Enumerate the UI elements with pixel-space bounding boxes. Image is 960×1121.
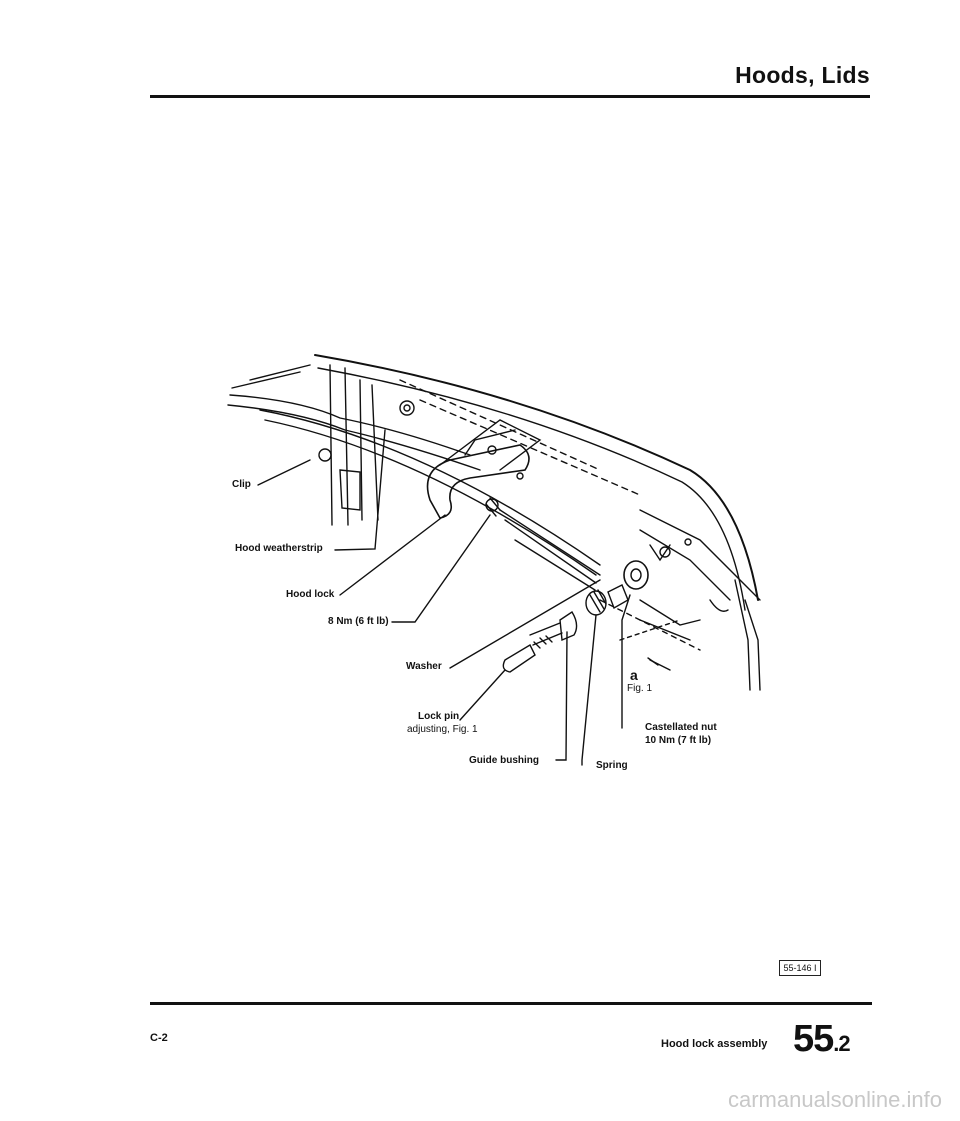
callout-castellated-nut: Castellated nut bbox=[645, 722, 717, 733]
page-number bbox=[793, 1018, 850, 1061]
footer-rule bbox=[150, 1002, 872, 1005]
footer-code: C-2 bbox=[150, 1032, 168, 1044]
callout-guide-bushing: Guide bushing bbox=[469, 755, 539, 766]
section-title: Hoods, Lids bbox=[735, 62, 870, 88]
callout-torque-8nm: 8 Nm (6 ft lb) bbox=[328, 616, 389, 627]
callout-fig-label: Fig. 1 bbox=[627, 683, 653, 694]
page-number-major: 55 bbox=[793, 1018, 834, 1060]
callout-lock-pin: Lock pin bbox=[418, 711, 460, 722]
figure-reference: 55-146 I bbox=[779, 960, 821, 976]
callout-spring: Spring bbox=[596, 760, 628, 771]
callout-hood-lock: Hood lock bbox=[286, 589, 335, 600]
callout-clip: Clip bbox=[232, 479, 251, 490]
watermark[interactable]: carmanualsonline.info bbox=[727, 1087, 942, 1112]
callout-lock-pin-note: adjusting, Fig. 1 bbox=[407, 724, 478, 735]
callout-hood-weatherstrip: Hood weatherstrip bbox=[235, 543, 323, 554]
callout-fig-letter: a bbox=[630, 667, 638, 683]
footer-caption: Hood lock assembly bbox=[661, 1038, 768, 1050]
callout-washer: Washer bbox=[406, 661, 442, 672]
page-number-minor: .2 bbox=[833, 1031, 850, 1056]
callout-castellated-torque: 10 Nm (7 ft lb) bbox=[645, 735, 712, 746]
